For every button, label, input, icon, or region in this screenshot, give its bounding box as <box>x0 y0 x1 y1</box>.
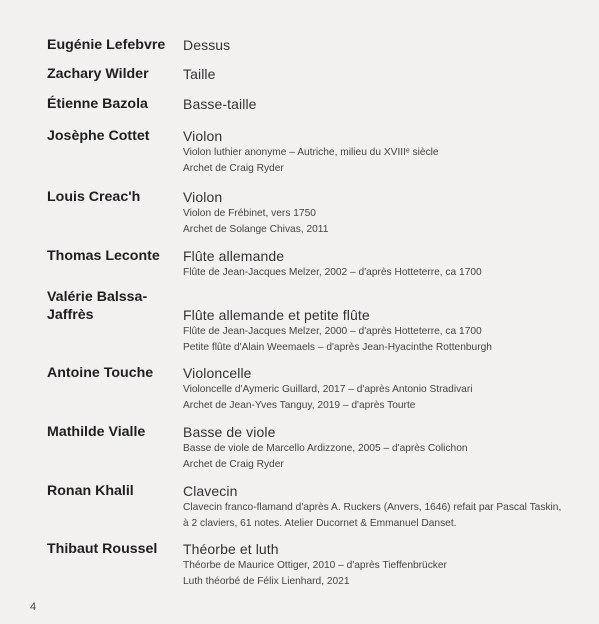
instrument-block <box>183 247 593 281</box>
instrument-block <box>183 36 593 54</box>
musician-role: Violoncelle <box>183 365 252 381</box>
instrument-detail: Archet de Craig Ryder <box>183 459 284 470</box>
musician-role: Violon <box>183 189 223 205</box>
musician-name: Josèphe Cottet <box>47 128 150 144</box>
musician-name: Eugénie Lefebvre <box>47 37 166 53</box>
instrument-detail: Théorbe de Maurice Ottiger, 2010 – d'après Tieffenbrücker <box>183 560 447 571</box>
musician-name: Louis Creac'h <box>47 189 141 205</box>
instrument-detail: Violoncelle d'Aymeric Guillard, 2017 – d'après Antonio Stradivari <box>183 384 473 395</box>
instrument-block <box>183 188 593 238</box>
instrument-detail: Basse de viole de Marcello Ardizzone, 2005 – d'après Colichon <box>183 443 468 454</box>
musician-name: Antoine Touche <box>47 365 154 381</box>
instrument-detail: Luth théorbé de Félix Lienhard, 2021 <box>183 576 350 587</box>
musician-role: Basse de viole <box>183 424 276 440</box>
instrument-block <box>183 482 593 532</box>
instrument-detail: Violon luthier anonyme – Autriche, milieu du XVIIIᵉ siècle <box>183 147 439 158</box>
instrument-detail: Flûte de Jean-Jacques Melzer, 2000 – d'après Hotteterre, ca 1700 <box>183 326 482 337</box>
musician-name: Zachary Wilder <box>47 66 149 82</box>
musician-role: Flûte allemande et petite flûte <box>183 307 370 323</box>
musician-role: Flûte allemande <box>183 248 285 264</box>
musician-role: Violon <box>183 128 223 144</box>
instrument-block <box>183 423 593 473</box>
musician-name: Mathilde Vialle <box>47 424 146 440</box>
musician-name: Thomas Leconte <box>47 248 160 264</box>
musician-role: Taille <box>183 66 216 82</box>
musician-name: Valérie Balssa-Jaffrès <box>47 289 148 323</box>
musician-role: Théorbe et luth <box>183 541 279 557</box>
instrument-detail: Flûte de Jean-Jacques Melzer, 2002 – d'après Hotteterre, ca 1700 <box>183 267 482 278</box>
instrument-detail: Archet de Jean-Yves Tanguy, 2019 – d'après Tourte <box>183 400 416 411</box>
instrument-block <box>183 65 593 83</box>
instrument-block <box>183 95 593 113</box>
instrument-block <box>183 306 593 356</box>
instrument-block <box>183 364 593 414</box>
musician-name: Ronan Khalil <box>47 483 134 499</box>
instrument-detail: Violon de Frébinet, vers 1750 <box>183 208 316 219</box>
musician-name: Étienne Bazola <box>47 96 148 112</box>
instrument-detail: Petite flûte d'Alain Weemaels – d'après Jean-Hyacinthe Rottenburgh <box>183 342 492 353</box>
musician-role: Basse-taille <box>183 96 257 112</box>
instrument-detail: Archet de Solange Chivas, 2011 <box>183 224 329 235</box>
instrument-block <box>183 540 593 590</box>
musician-role: Clavecin <box>183 483 238 499</box>
instrument-detail: Archet de Craig Ryder <box>183 163 284 174</box>
musician-role: Dessus <box>183 37 231 53</box>
page-number: 4 <box>30 601 37 613</box>
musician-name: Thibaut Roussel <box>47 541 158 557</box>
instrument-detail: Clavecin franco-flamand d'après A. Ruckers (Anvers, 1646) refait par Pascal Taskin, <box>183 502 562 513</box>
instrument-detail: à 2 claviers, 61 notes. Atelier Ducornet & Emmanuel Danset. <box>183 518 457 529</box>
instrument-block <box>183 127 593 177</box>
